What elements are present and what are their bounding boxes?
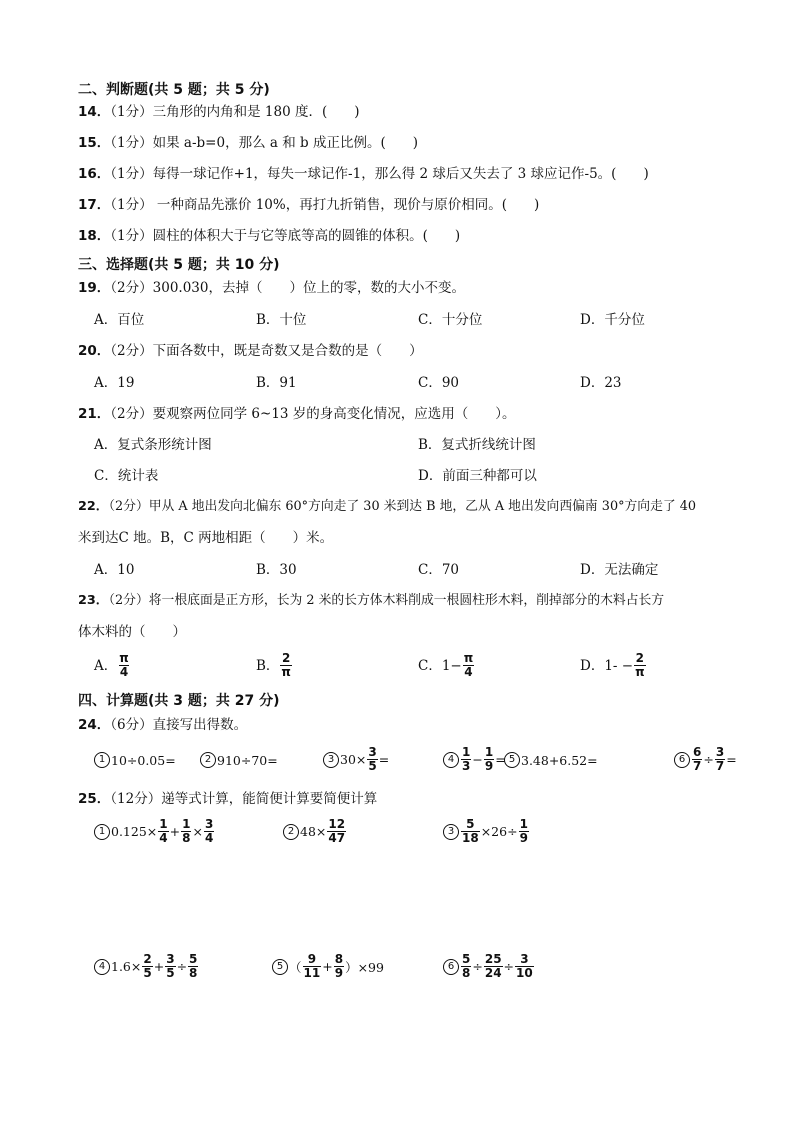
denominator: 9 <box>484 759 494 773</box>
question-score: （6分） <box>110 717 153 733</box>
question-score: （1分） <box>110 135 153 151</box>
numerator: 8 <box>334 952 344 966</box>
operator: + <box>153 959 165 974</box>
denominator: 4 <box>159 831 168 845</box>
numerator: 3 <box>715 745 725 759</box>
question-score: （2分） <box>110 343 153 359</box>
numerator: 3 <box>166 952 175 966</box>
denominator: π <box>281 665 291 679</box>
calc-item-5 <box>504 752 598 768</box>
numerator: 5 <box>189 952 198 966</box>
circled-number: 1 <box>94 752 110 768</box>
fraction <box>327 818 346 845</box>
numerator: 6 <box>693 745 702 759</box>
fraction <box>461 746 471 773</box>
option-label: B． <box>256 657 280 674</box>
denominator: 8 <box>462 966 471 980</box>
numerator: 1 <box>159 817 168 831</box>
denominator: 47 <box>328 831 346 845</box>
question-22 <box>78 498 696 516</box>
option-b <box>256 652 293 679</box>
expression: 10÷0.05= <box>111 752 176 768</box>
expression: 910÷70= <box>217 752 278 768</box>
expression: 3.48+6.52= <box>521 752 598 768</box>
fraction <box>118 652 130 679</box>
fraction <box>188 953 198 980</box>
calc-item-1 <box>94 752 176 768</box>
denominator: 18 <box>462 831 479 845</box>
numerator: 1 <box>182 817 191 831</box>
option-d: D．前面三种都可以 <box>418 468 537 484</box>
expression-4 <box>94 953 199 980</box>
expression-2 <box>283 818 347 845</box>
operator: = <box>726 752 737 767</box>
question-23-continued: 体木料的（ ） <box>78 624 186 640</box>
circled-number: 3 <box>443 824 459 840</box>
question-25 <box>78 790 377 808</box>
question-16 <box>78 165 649 183</box>
question-text: 圆柱的体积大于与它等底等高的圆锥的体积。( ) <box>152 228 461 244</box>
option-b: B．91 <box>256 375 297 391</box>
operator: ÷ <box>176 959 188 974</box>
fraction <box>634 652 646 679</box>
numerator: π <box>463 651 474 665</box>
denominator: 5 <box>368 759 377 773</box>
expression-part: 48× <box>300 824 327 839</box>
operator: ×26÷ <box>480 824 518 839</box>
question-text: 直接写出得数。 <box>152 717 248 733</box>
question-number: 24． <box>78 717 111 733</box>
fraction <box>519 818 529 845</box>
section-title-calculation: 四、计算题(共 3 题；共 27 分) <box>78 693 280 709</box>
denominator: π <box>635 665 645 679</box>
question-number: 25． <box>78 791 111 807</box>
option-a: A．10 <box>94 562 135 578</box>
circled-number: 5 <box>504 752 520 768</box>
option-c: C．90 <box>418 375 460 391</box>
calc-item-3 <box>323 746 389 773</box>
circled-number: 1 <box>94 824 110 840</box>
expression-part: （ <box>289 959 302 975</box>
question-score: （1分） <box>110 228 153 244</box>
expression-3 <box>443 818 530 845</box>
calc-item-2 <box>200 752 278 768</box>
question-score: （2分） <box>108 593 149 608</box>
question-text: 一种商品先涨价 10%，再打九折销售，现价与原价相同。( ) <box>152 197 540 213</box>
circled-number: 6 <box>674 752 690 768</box>
question-17 <box>78 196 539 214</box>
circled-number: 2 <box>283 824 299 840</box>
operator: ÷ <box>472 959 483 974</box>
operator: + <box>322 959 333 974</box>
section-title-judgement: 二、判断题(共 5 题；共 5 分) <box>78 82 270 98</box>
question-text: 将一根底面是正方形，长为 2 米的长方体木料削成一根圆柱形木料，削掉部分的木料占长方 <box>148 593 665 608</box>
denominator: 11 <box>303 966 321 980</box>
denominator: 7 <box>715 759 725 773</box>
question-number: 18． <box>78 228 111 244</box>
expression-part: 0.125× <box>111 824 158 839</box>
circled-number: 5 <box>272 959 288 975</box>
question-score: （2分） <box>110 406 153 422</box>
fraction <box>280 652 292 679</box>
denominator: 10 <box>516 966 533 980</box>
operator: × <box>192 824 203 839</box>
question-score: （2分） <box>108 499 149 514</box>
question-score: （1分） <box>110 197 153 213</box>
option-d: D．千分位 <box>580 312 645 328</box>
circled-number: 3 <box>323 752 339 768</box>
option-d <box>580 652 647 679</box>
fraction <box>692 746 702 773</box>
question-text: 三角形的内角和是 180 度．( ) <box>152 104 360 120</box>
numerator: 5 <box>466 817 475 831</box>
question-text: 如果 a-b=0，那么 a 和 b 成正比例。( ) <box>152 135 418 151</box>
question-21 <box>78 405 516 423</box>
fraction <box>463 652 475 679</box>
question-score: （1分） <box>110 166 153 182</box>
denominator: 7 <box>693 759 702 773</box>
circled-number: 2 <box>200 752 216 768</box>
option-b: B．十位 <box>256 312 307 328</box>
question-22-continued: 米到达C 地。B，C 两地相距（ ）米。 <box>78 530 334 546</box>
numerator: 2 <box>281 651 291 665</box>
question-20 <box>78 342 423 360</box>
denominator: 3 <box>462 759 471 773</box>
denominator: 4 <box>464 665 473 679</box>
question-number: 21． <box>78 406 111 422</box>
fraction <box>484 746 494 773</box>
fraction <box>515 953 534 980</box>
option-b: B．30 <box>256 562 297 578</box>
question-number: 19． <box>78 280 111 296</box>
question-text: 300.030，去掉（ ）位上的零，数的大小不变。 <box>152 280 465 296</box>
fraction <box>204 818 214 845</box>
option-a: A．19 <box>94 375 135 391</box>
fraction <box>142 953 152 980</box>
denominator: 8 <box>189 966 198 980</box>
expression-1 <box>94 818 215 845</box>
denominator: 5 <box>143 966 152 980</box>
option-c: C．70 <box>418 562 460 578</box>
numerator: 5 <box>462 952 471 966</box>
denominator: 9 <box>334 966 344 980</box>
option-label: D．1- − <box>580 657 634 674</box>
option-c: C．统计表 <box>94 468 159 484</box>
option-label: A． <box>94 657 118 674</box>
option-label: C．1− <box>418 657 462 674</box>
calc-item-4 <box>443 746 506 773</box>
question-score: （2分） <box>110 280 153 296</box>
operator: ÷ <box>503 959 515 974</box>
question-number: 15． <box>78 135 111 151</box>
numerator: 25 <box>484 952 502 966</box>
question-number: 16． <box>78 166 111 182</box>
expression-part: 30× <box>340 752 367 767</box>
question-number: 14． <box>78 104 111 120</box>
question-text: 下面各数中，既是奇数又是合数的是（ ） <box>152 343 423 359</box>
fraction <box>484 953 503 980</box>
fraction <box>165 953 175 980</box>
circled-number: 4 <box>94 959 110 975</box>
expression-5 <box>272 953 384 980</box>
operator: ÷ <box>703 752 714 767</box>
numerator: 2 <box>635 651 644 665</box>
question-text: 每得一球记作+1，每失一球记作-1，那么得 2 球后又失去了 3 球应记作-5。( ) <box>152 166 649 182</box>
question-text: 甲从 A 地出发向北偏东 60°方向走了 30 米到达 B 地，乙从 A 地出发向西偏南 30°方向走了 40 <box>148 499 697 514</box>
option-a: A．复式条形统计图 <box>94 437 212 453</box>
question-number: 20． <box>78 343 111 359</box>
numerator: 3 <box>368 745 377 759</box>
question-text: 递等式计算，能简便计算要简便计算 <box>161 791 378 807</box>
question-18 <box>78 227 460 245</box>
numerator: 1 <box>484 745 494 759</box>
option-c <box>418 652 475 679</box>
denominator: 9 <box>519 831 528 845</box>
option-a <box>94 652 131 679</box>
denominator: 4 <box>119 665 129 679</box>
question-19 <box>78 279 465 297</box>
expression-6 <box>443 953 535 980</box>
numerator: π <box>119 651 129 665</box>
denominator: 4 <box>204 831 214 845</box>
denominator: 5 <box>166 966 175 980</box>
denominator: 24 <box>484 966 502 980</box>
question-text: 要观察两位同学 6~13 岁的身高变化情况，应选用（ ）。 <box>152 406 516 422</box>
fraction <box>461 818 480 845</box>
section-title-choice: 三、选择题(共 5 题；共 10 分) <box>78 257 280 273</box>
question-14 <box>78 103 360 121</box>
question-number: 23． <box>78 593 109 608</box>
expression-part: = <box>378 752 390 767</box>
question-15 <box>78 134 418 152</box>
option-a: A．百位 <box>94 312 145 328</box>
option-d: D．23 <box>580 375 622 391</box>
denominator: 8 <box>182 831 191 845</box>
option-c: C．十分位 <box>418 312 483 328</box>
fraction <box>367 746 377 773</box>
numerator: 3 <box>520 952 529 966</box>
question-23 <box>78 592 664 610</box>
question-score: （12分） <box>110 791 162 807</box>
fraction <box>303 953 322 980</box>
operator: = <box>495 752 506 767</box>
fraction <box>334 953 344 980</box>
numerator: 3 <box>204 817 214 831</box>
expression-part: ）×99 <box>345 959 384 975</box>
fraction <box>181 818 191 845</box>
numerator: 1 <box>519 817 528 831</box>
question-number: 17． <box>78 197 111 213</box>
fraction <box>715 746 725 773</box>
option-d: D．无法确定 <box>580 562 659 578</box>
circled-number: 6 <box>443 959 459 975</box>
numerator: 12 <box>328 817 346 831</box>
fraction <box>158 818 168 845</box>
calc-item-6 <box>674 746 737 773</box>
numerator: 2 <box>143 952 152 966</box>
circled-number: 4 <box>443 752 459 768</box>
question-number: 22． <box>78 499 109 514</box>
question-score: （1分） <box>110 104 153 120</box>
operator: − <box>472 752 483 767</box>
operator: + <box>169 824 181 839</box>
numerator: 9 <box>307 952 317 966</box>
fraction <box>461 953 471 980</box>
numerator: 1 <box>462 745 471 759</box>
option-b: B．复式折线统计图 <box>418 437 536 453</box>
question-24 <box>78 716 247 734</box>
expression-part: 1.6× <box>111 959 142 974</box>
